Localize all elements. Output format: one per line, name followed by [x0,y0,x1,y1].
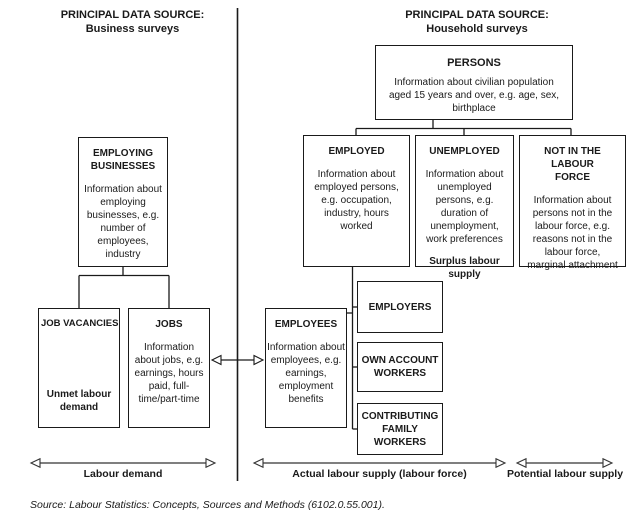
employed-status-connector [347,267,357,429]
contributing-family-workers-title: CONTRIBUTING FAMILY WORKERS [361,410,439,448]
persons-body: Information about civilian population aged 15 years and over, e.g. age, sex, birthplace [388,77,560,115]
header-household-line1: PRINCIPAL DATA SOURCE: [405,9,549,21]
labour-demand-label: Labour demand [83,468,163,480]
labour-demand-arrow [31,459,215,468]
employers-box [357,281,443,333]
job-vacancies-box [38,308,120,428]
header-business-line2: Business surveys [85,23,180,36]
unemployed-body: Information about unemployed persons, e.g. duration of unemployment, work preferences [425,169,504,245]
unemployed-footer: Surplus labour supply [429,256,500,280]
employees-box [265,308,347,428]
persons-connector [356,120,571,135]
header-household-surveys [363,8,591,37]
header-business-line1: PRINCIPAL DATA SOURCE: [60,9,205,21]
actual-labour-supply-arrow [254,459,505,468]
persons-box [375,45,573,120]
actual-labour-supply-label: Actual labour supply (labour force) [292,468,467,480]
contributing-family-workers-box [357,403,443,455]
jobs-title: JOBS [155,319,183,330]
employing-businesses-box [78,137,168,267]
job-vacancies-title: JOB VACANCIES [41,318,119,329]
job-vacancies-footer: Unmet labour demand [46,389,112,413]
source-note: Source: Labour Statistics: Concepts, Sources and Methods (6102.0.55.001). [30,499,385,511]
header-business-surveys [40,8,225,37]
employers-title: EMPLOYERS [368,301,432,313]
own-account-workers-box [357,342,443,392]
potential-labour-supply-arrow [517,459,612,468]
not-in-labour-force-box [519,135,626,271]
employees-body: Information about employees, e.g. earnings, employment benefits [267,342,345,405]
header-household-line2: Household surveys [426,23,528,36]
persons-title: PERSONS [447,57,501,69]
unemployed-title: UNEMPLOYED [429,146,500,157]
employed-title: EMPLOYED [328,146,385,157]
jobs-employees-arrow [212,356,263,365]
employed-body: Information about employed persons, e.g. occupation, industry, hours worked [314,169,399,232]
unemployed-box [415,135,514,280]
own-account-workers-title: OWN ACCOUNT WORKERS [361,355,439,379]
not-in-labour-force-body: Information about persons not in the labour force, e.g. reasons not in the labour force, marginal attachment [527,195,618,271]
jobs-box [128,308,210,428]
employing-businesses-body: Information about employing businesses, e.g. number of employees, industry [84,184,162,260]
employing-businesses-title: EMPLOYING BUSINESSES [90,148,156,172]
employed-box [303,135,410,267]
not-in-labour-force-title: NOT IN THE LABOUR FORCE [544,146,601,183]
potential-labour-supply-label: Potential labour supply [506,468,624,480]
employing-businesses-connector [79,267,169,308]
jobs-body: Information about jobs, e.g. earnings, hours paid, full-time/part-time [134,342,204,405]
employees-title: EMPLOYEES [274,319,338,330]
